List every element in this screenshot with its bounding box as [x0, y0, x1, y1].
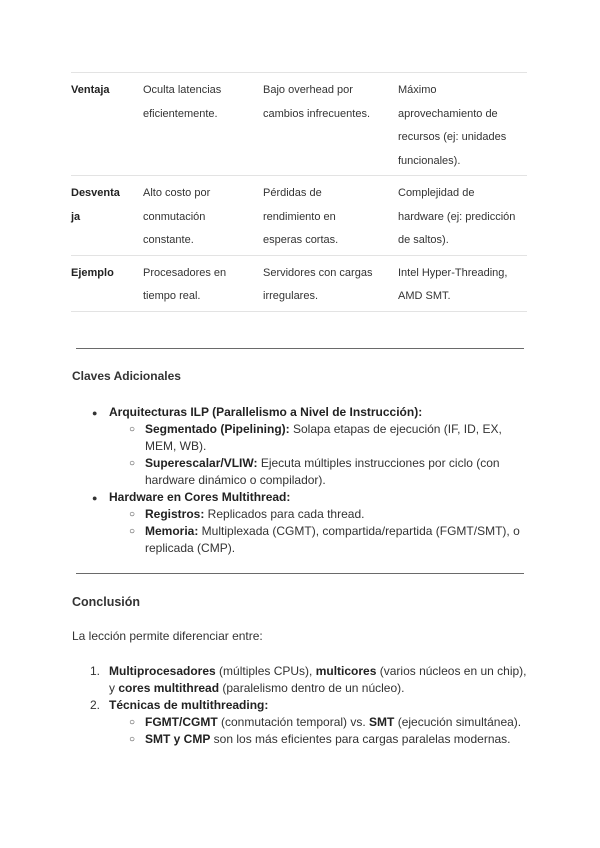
table-cell: Pérdidas de rendimiento en esperas cortas.: [260, 176, 395, 256]
table-cell: Alto costo por conmutación constante.: [140, 176, 260, 256]
table-cell: Procesadores en tiempo real.: [140, 255, 260, 311]
circle-bullet-icon: ○: [129, 458, 136, 469]
horizontal-rule: [76, 348, 524, 349]
claves-title: Claves Adicionales: [72, 369, 181, 383]
conclusion-title: Conclusión: [72, 595, 141, 609]
list-item: ○ Memoria: Multiplexada (CGMT), compartida/repartida (FGMT/SMT), o replicada (CMP).: [129, 524, 520, 555]
list-item: 2. Técnicas de multithreading:: [90, 698, 269, 712]
row-header: Ventaja: [71, 73, 140, 176]
list-item: 1. Multiprocesadores (múltiples CPUs), multicores (varios núcleos en un chip), y cores multithread (paralelismo dentro de un núcleo).: [90, 664, 527, 695]
list-item: ○ Segmentado (Pipelining): Solapa etapas de ejecución (IF, ID, EX, MEM, WB).: [129, 422, 502, 453]
circle-bullet-icon: ○: [129, 509, 136, 520]
table-row: [71, 255, 527, 311]
bullet-icon: ●: [92, 493, 98, 503]
circle-bullet-icon: ○: [129, 734, 136, 745]
table-cell: Oculta latencias eficientemente.: [140, 73, 260, 176]
list-item: ● Hardware en Cores Multithread:: [72, 489, 532, 506]
table-cell: Complejidad de hardware (ej: predicción de saltos).: [395, 176, 527, 256]
table-cell: Intel Hyper-Threading, AMD SMT.: [395, 255, 527, 311]
table-row: [71, 73, 527, 176]
row-header: Desventa ja: [71, 176, 140, 256]
table-row: [71, 176, 527, 256]
bullet-icon: ●: [92, 408, 98, 418]
circle-bullet-icon: ○: [129, 717, 136, 728]
table-cell: Máximo aprovechamiento de recursos (ej: unidades funcionales).: [395, 73, 527, 176]
list-item: ○ SMT y CMP son los más eficientes para cargas paralelas modernas.: [129, 732, 511, 746]
row-header: Ejemplo: [71, 255, 140, 311]
list-item: ○ Superescalar/VLIW: Ejecuta múltiples instrucciones por ciclo (con hardware dinámico o compilador).: [129, 456, 500, 487]
conclusion-intro: La lección permite diferenciar entre:: [72, 629, 263, 643]
horizontal-rule: [76, 573, 524, 574]
list-item: ● Arquitecturas ILP (Parallelismo a Nivel de Instrucción):: [72, 404, 532, 421]
circle-bullet-icon: ○: [129, 424, 136, 435]
list-item: ○ Registros: Replicados para cada thread.: [129, 507, 365, 521]
claves-list: [72, 404, 532, 557]
conclusion-list: [72, 663, 532, 748]
circle-bullet-icon: ○: [129, 526, 136, 537]
table-cell: Bajo overhead por cambios infrecuentes.: [260, 73, 395, 176]
list-item: ○ FGMT/CGMT (conmutación temporal) vs. SMT (ejecución simultánea).: [129, 715, 522, 729]
comparison-table: [71, 72, 527, 312]
table-cell: Servidores con cargas irregulares.: [260, 255, 395, 311]
